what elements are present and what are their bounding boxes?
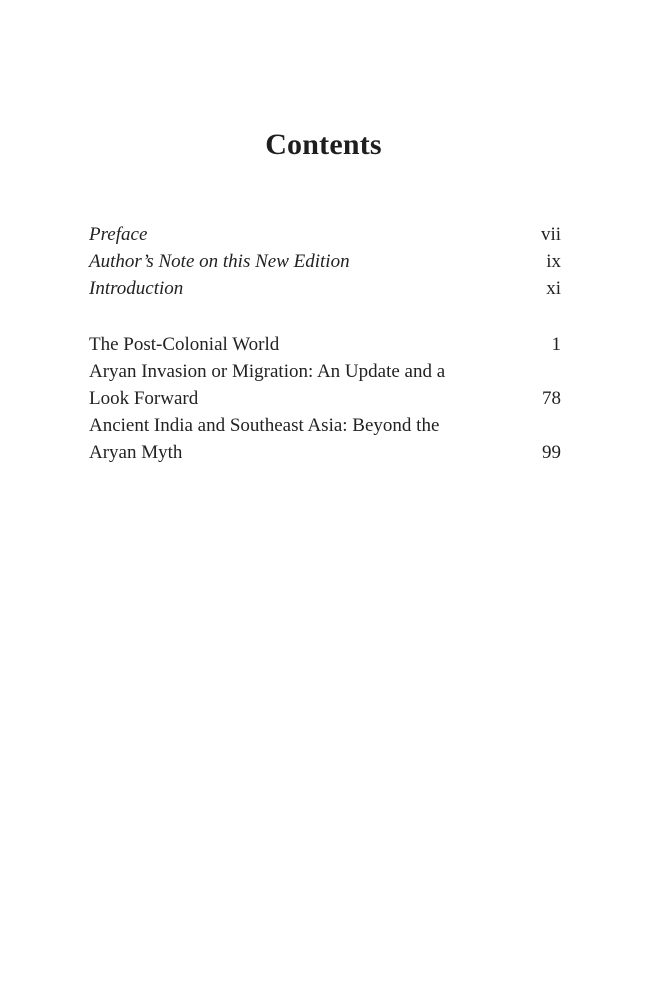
toc-entry-title: Introduction (89, 278, 184, 299)
toc-entry-page: 78 (542, 388, 561, 409)
toc-entry-chapter-2 (89, 358, 561, 412)
toc-entry-authors-note (89, 248, 561, 275)
toc-entry-title: Preface (89, 224, 148, 245)
toc-entry-page: xi (546, 278, 561, 299)
toc-entry-introduction (89, 275, 561, 302)
toc-entry-page: vii (540, 224, 561, 245)
toc-entry-title: Author’s Note on this New Edition (89, 251, 350, 272)
toc-entry-page: 1 (551, 334, 561, 355)
toc-entry-title: Aryan Invasion or Migration: An Update and a Look Forward (89, 361, 446, 409)
toc-entry-title: Ancient India and Southeast Asia: Beyond the Aryan Myth (89, 415, 440, 463)
toc-entry-page: 99 (542, 442, 561, 463)
page-title: Contents (265, 128, 382, 161)
chapter-list (89, 331, 561, 466)
front-matter-list (89, 221, 561, 302)
toc-entry-title: The Post-Colonial World (89, 334, 280, 355)
toc-entry-chapter-3 (89, 412, 561, 466)
toc-entry-preface (89, 221, 561, 248)
toc-entry-chapter-1 (89, 331, 561, 358)
toc-entry-page: ix (546, 251, 561, 272)
